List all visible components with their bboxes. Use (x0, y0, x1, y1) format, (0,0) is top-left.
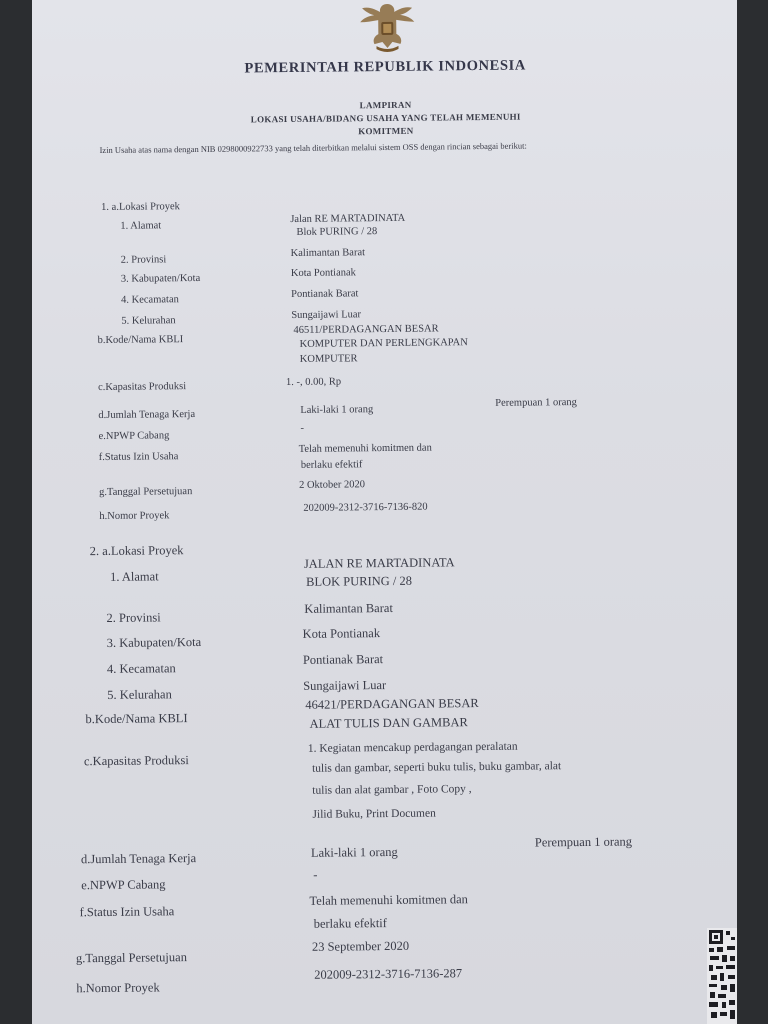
value-nomor-proyek: 202009-2312-3716-7136-287 (314, 966, 463, 982)
label-kapasitas: c.Kapasitas Produksi (97, 381, 187, 394)
value-alamat-line-1: Jalan RE MARTADINATA (290, 212, 406, 225)
document-sheet (32, 0, 737, 1024)
value-status-line-2: berlaku efektif (300, 459, 363, 471)
value-laki-laki: Laki-laki 1 orang (300, 404, 374, 416)
value-kapasitas-line-1: 1. Kegiatan mencakup perdagangan peralatan (307, 740, 518, 755)
lampiran-label: LAMPIRAN (359, 99, 412, 111)
label-kecamatan: 4. Kecamatan (106, 661, 176, 676)
value-kapasitas-line-3: tulis dan alat gambar , Foto Copy , (312, 783, 472, 797)
value-kbli-line-3: KOMPUTER (299, 353, 358, 365)
label-provinsi: 2. Provinsi (120, 254, 167, 266)
label-kapasitas: c.Kapasitas Produksi (83, 753, 189, 769)
label-kbli: b.Kode/Nama KBLI (97, 334, 184, 347)
value-provinsi: Kalimantan Barat (290, 247, 366, 259)
value-kelurahan: Sungaijawi Luar (303, 678, 387, 693)
label-kelurahan: 5. Kelurahan (121, 315, 176, 327)
value-status-line-2: berlaku efektif (313, 916, 387, 931)
label-tenaga-kerja: d.Jumlah Tenaga Kerja (98, 409, 196, 422)
label-kecamatan: 4. Kecamatan (121, 294, 179, 306)
label-provinsi: 2. Provinsi (106, 610, 161, 625)
value-kbli-line-1: 46421/PERDAGANGAN BESAR (305, 696, 479, 712)
value-tanggal: 23 September 2020 (311, 938, 410, 954)
label-kabupaten: 3. Kabupaten/Kota (106, 634, 202, 650)
value-kabupaten: Kota Pontianak (302, 626, 381, 641)
value-perempuan: Perempuan 1 orang (495, 397, 577, 409)
subtitle-line-2: KOMITMEN (358, 125, 414, 137)
value-alamat-line-1: JALAN RE MARTADINATA (303, 555, 455, 571)
label-kelurahan: 5. Kelurahan (107, 687, 172, 702)
label-alamat: 1. Alamat (120, 220, 162, 232)
label-status: f.Status Izin Usaha (79, 904, 175, 920)
label-alamat: 1. Alamat (109, 569, 159, 584)
location-heading: 2. a.Lokasi Proyek (89, 543, 184, 559)
value-kelurahan: Sungaijawi Luar (291, 309, 362, 321)
value-status-line-1: Telah memenuhi komitmen dan (298, 442, 432, 455)
intro-paragraph: Izin Usaha atas nama dengan NIB 0298000922733 yang telah diterbitkan melalui sistem OSS dengan rincian sebagai berikut: (99, 140, 527, 155)
value-tanggal: 2 Oktober 2020 (299, 479, 366, 491)
value-kapasitas-line-4: Jilid Buku, Print Documen (312, 807, 436, 821)
label-nomor-proyek: h.Nomor Proyek (76, 980, 160, 996)
label-kabupaten: 3. Kabupaten/Kota (120, 272, 201, 285)
value-kbli-line-1: 46511/PERDAGANGAN BESAR (293, 323, 439, 336)
value-laki-laki: Laki-laki 1 orang (310, 844, 398, 860)
value-alamat-line-2: BLOK PURING / 28 (306, 573, 413, 589)
value-kecamatan: Pontianak Barat (291, 288, 359, 300)
value-npwp: - (313, 867, 318, 882)
location-heading: 1. a.Lokasi Proyek (101, 201, 180, 213)
value-kbli-line-2: ALAT TULIS DAN GAMBAR (309, 715, 468, 731)
value-npwp: - (300, 422, 305, 434)
label-tanggal: g.Tanggal Persetujuan (99, 486, 193, 499)
value-kabupaten: Kota Pontianak (290, 267, 356, 279)
document-page (32, 0, 737, 1024)
value-status-line-1: Telah memenuhi komitmen dan (309, 892, 468, 908)
value-kbli-line-2: KOMPUTER DAN PERLENGKAPAN (299, 337, 468, 350)
document-title: PEMERINTAH REPUBLIK INDONESIA (244, 57, 526, 77)
label-tanggal: g.Tanggal Persetujuan (75, 950, 187, 966)
value-kecamatan: Pontianak Barat (302, 652, 384, 667)
label-npwp: e.NPWP Cabang (81, 877, 166, 893)
label-kbli: b.Kode/Nama KBLI (85, 711, 188, 727)
qr-code-icon (707, 928, 737, 1024)
value-perempuan: Perempuan 1 orang (534, 834, 633, 850)
value-kapasitas-line-2: tulis dan gambar, seperti buku tulis, buku gambar, alat (311, 760, 562, 775)
value-alamat-line-2: Blok PURING / 28 (296, 226, 378, 238)
label-status: f.Status Izin Usaha (98, 451, 179, 464)
label-tenaga-kerja: d.Jumlah Tenaga Kerja (80, 851, 197, 867)
subtitle-line-1: LOKASI USAHA/BIDANG USAHA YANG TELAH MEMENUHI (250, 111, 521, 125)
value-kapasitas: 1. -, 0.00, Rp (285, 376, 342, 389)
label-nomor-proyek: h.Nomor Proyek (99, 510, 170, 523)
value-provinsi: Kalimantan Barat (304, 600, 393, 616)
garuda-emblem-icon (354, 0, 421, 54)
label-npwp: e.NPWP Cabang (98, 430, 170, 443)
value-nomor-proyek: 202009-2312-3716-7136-820 (303, 501, 428, 514)
